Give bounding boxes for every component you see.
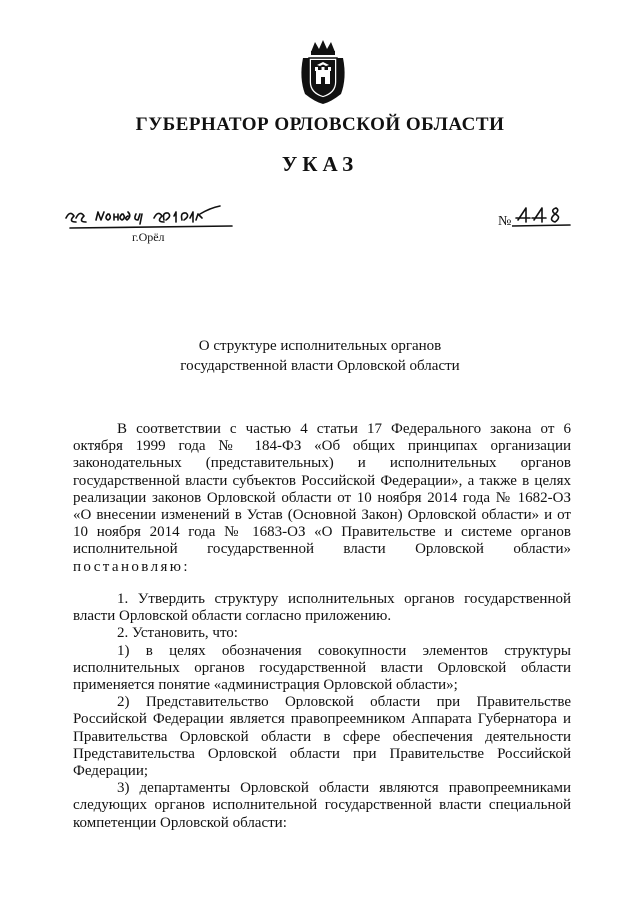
subitem-2: 2) Представительство Орловской области при Правительстве Российской Федерации является правопреемником Аппарата Губернатора и Правительства Орловской области в сфере обеспечения деятельности Представительства Орловской области при Правительстве Российской Федерации; [73,694,571,780]
decree-items [73,591,571,832]
document-type-title: УКАЗ [281,152,359,176]
subitem-1: 1) в целях обозначения совокупности элементов структуры исполнительных органов государственной власти Орловской области применяется понятие «администрация Орловской области»; [73,642,571,694]
place-of-issue: г.Орёл [132,230,165,244]
handwritten-date [62,200,238,230]
preamble-text: В соответствии с частью 4 статьи 17 Федерального закона от 6 октября 1999 года № 184-ФЗ «Об общих принципах организации законодательных (представительных) и исполнительных органов государственной власти субъектов Российской Федерации», а также в целях реализации законов Орловской области от 10 ноября 2014 года № 1682-ОЗ «О внесении изменений в Устав (Основной Закон) Орловской области» и от 10 ноября 2014 года № 1683-ОЗ «О Правительстве и системе органов исполнительной государственной власти Орловской области» [73,421,571,558]
decree-word: постановляю: [73,558,190,575]
decree-subject [0,336,640,376]
issuing-authority: ГУБЕРНАТОР ОРЛОВСКОЙ ОБЛАСТИ [135,114,505,135]
item-1: 1. Утвердить структуру исполнительных органов государственной власти Орловской области согласно приложению. [73,591,571,625]
subject-line-1: О структуре исполнительных органов [198,338,442,354]
preamble [73,421,571,576]
preamble-paragraph [73,421,571,576]
subitem-3: 3) департаменты Орловской области являются правопреемниками следующих органов исполнительной государственной власти специальной компетенции Орловской области: [73,780,571,831]
handwritten-number [512,200,574,230]
subject-line-2: государственной власти Орловской области [180,358,460,374]
item-2: 2. Установить, что: [117,625,238,642]
number-label: № [498,214,512,229]
coat-of-arms-emblem [297,38,349,104]
